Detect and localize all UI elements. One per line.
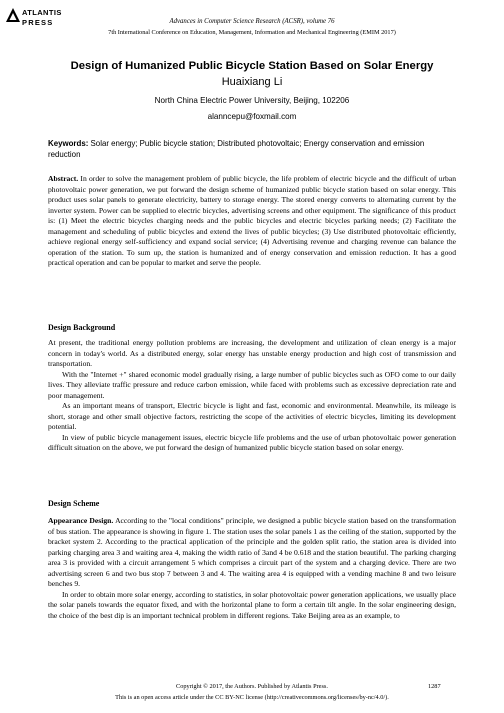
scheme-paragraph-2: In order to obtain more solar energy, according to statistics, in solar photovoltaic power generation applications, we usually place the solar panels towards the equator fixed, and with the horizontal plane to form a certain tilt angle. In the solar engineering design, the choice of the best dip is an important technical problem in different regions. Take Beijing area as an example, to (48, 589, 456, 620)
keywords-label: Keywords: (48, 139, 89, 148)
copyright-line: Copyright © 2017, the Authors. Published by Atlantis Press. (176, 683, 328, 690)
appearance-design-label: Appearance Design. (48, 516, 114, 525)
keywords-text: Solar energy; Public bicycle station; Distributed photovoltaic; Energy conservation and emission reduction (48, 139, 425, 159)
background-paragraph-4: In view of public bicycle management issues, electric bicycle life problems and the use of urban photovoltaic power generation difficult situation on the above, we put forward the design of humanized public bicycle station based on solar energy. (48, 432, 456, 452)
conference-header: 7th International Conference on Education, Management, Information and Mechanical Engineering (EMIM 2017) (108, 29, 396, 36)
background-section (48, 338, 456, 454)
logo-text-line2: PRESS (22, 18, 54, 27)
author-email: alanncepu@foxmail.com (207, 112, 297, 121)
section-heading-background: Design Background (48, 323, 116, 332)
background-paragraph-3: As an important means of transport, Electric bicycle is light and fast, economic and environmental. Meanwhile, its mileage is short, storage and other small objective factors, restricting the scope of the activities of electric bicycles, limiting its development potential. (48, 401, 456, 431)
page-number: 1287 (428, 683, 441, 690)
scheme-paragraph-1: According to the "local conditions" principle, we designed a public bicycle station based on the transformation of bus station. The appearance is showing in figure 1. The station uses the solar panels 1 as the ceiling of the station, supported by the bracket system 2. According to the practical application of the principle and the golden split ratio, the station area is divided into parking charging area 3 and waiting area 4, making the width ratio of 3and 4 be 0.618 and the station beautiful. The parking charging area 3 is provided with a circuit arrangement 5 which comprises a circuit part of the system and a charging device. There are two advertising screen 6 and two bus stop 7 between 3 and 4. The waiting area 4 is equipped with a vending machine 8 and two leisure benches 9. (48, 516, 457, 588)
journal-header: Advances in Computer Science Research (ACSR), volume 76 (169, 18, 335, 25)
author-affiliation: North China Electric Power University, Beijing, 102206 (154, 96, 350, 105)
scheme-section (48, 516, 456, 621)
section-heading-scheme: Design Scheme (48, 499, 100, 508)
abstract (48, 174, 456, 269)
keywords (48, 138, 456, 160)
author-name: Huaixiang Li (221, 76, 283, 88)
abstract-text: In order to solve the management problem of public bicycle, the life problem of electric bicycle and the difficult of urban photovoltaic power generation, we put forward the design scheme of humanized public bicycle station based on solar energy. This product uses solar panels to generate electricity, battery to storage energy. The stored energy converts to alternating current by the inverter system. Power can be supplied to electric bicycles, advertising screens and other equipment. The significance of this product is: (1) Meet the electric bicycles charging needs and the public bicycles and electric bicycles parking needs; (2) Facilitate the management and scheduling of public bicycles and extend the lives of public bicycles; (3) Use distributed photovoltaic efficiently, achieve regional energy self-sufficiency and expand social service; (4) Advertising revenue and charging revenue can balance the operation of the station. To sum up, the station is humanized and of energy conservation and emission reduction. It has a good practical operation and can be popular to market and serve the people. (48, 174, 456, 267)
logo-text-line1: ATLANTIS (22, 8, 62, 17)
paper-title: Design of Humanized Public Bicycle Station Based on Solar Energy (70, 60, 434, 72)
background-paragraph-2: With the "Internet +" shared economic model gradually rising, a large number of public bicycles such as OFO come to our daily lives. They alleviate traffic pressure and reduce carbon emission, while faced with problems such as excessive depreciation rate and poor management. (48, 369, 456, 400)
license-line: This is an open access article under the CC BY-NC license (http://creativecommons.org/licenses/by-nc/4.0/). (115, 694, 389, 701)
background-paragraph-1: At present, the traditional energy pollution problems are increasing, the development and utilization of clean energy is a major concern in today's world. As a distributed energy, solar energy has unstable energy production and high cost of transmission and transportation. (48, 338, 456, 368)
abstract-label: Abstract. (48, 174, 79, 183)
